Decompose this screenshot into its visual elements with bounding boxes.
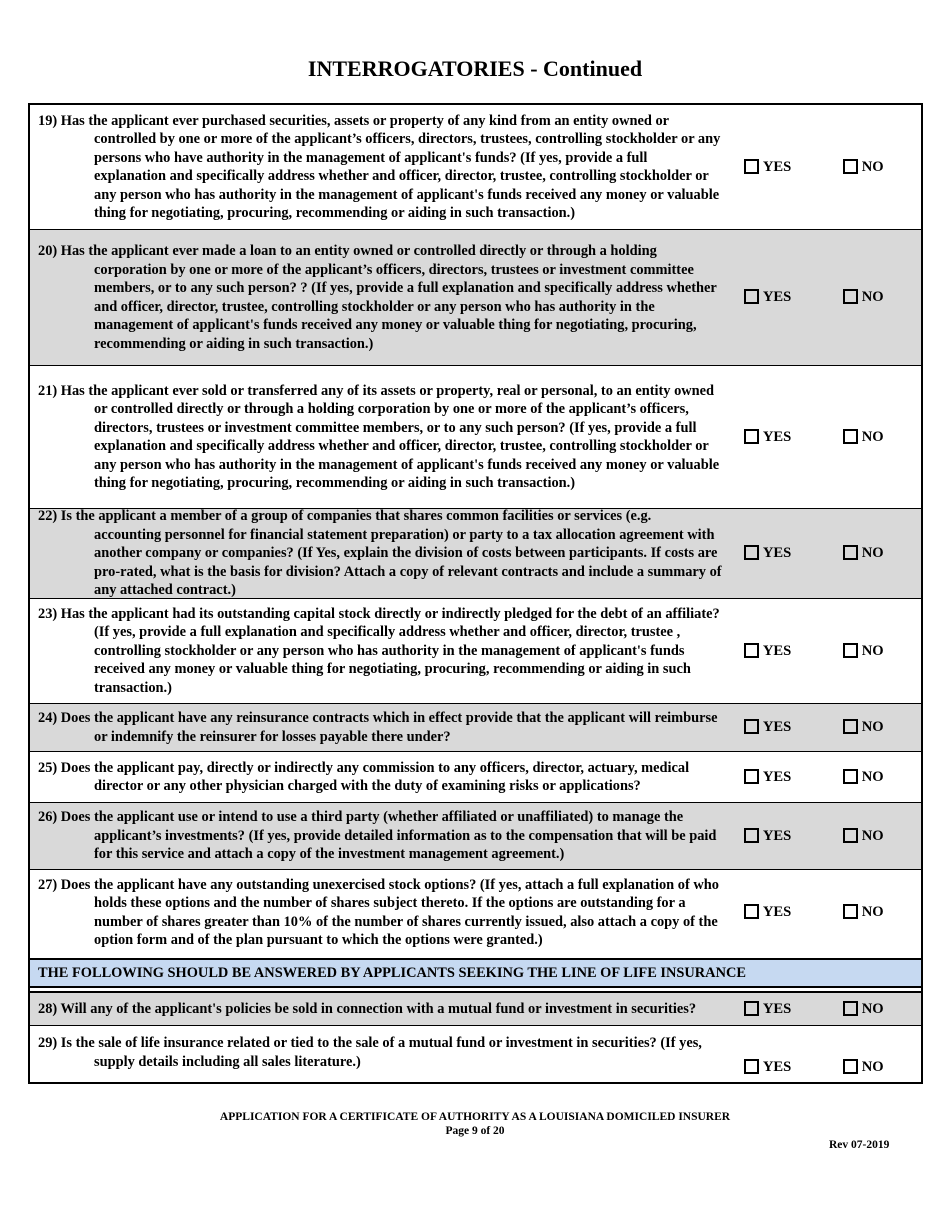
yes-option-23[interactable]: YES [728, 599, 833, 703]
yes-option-22[interactable]: YES [728, 509, 833, 598]
no-option-27[interactable]: NO [833, 870, 921, 955]
question-text-19: 19) Has the applicant ever purchased securities, assets or property of any kind from an entity owned or controlled by one or more of the applicant’s officers, directors, trustees, controlling stockholder or any persons who have authority in the management of applicant's funds? (If yes, provide a full explanation and specifically address whether and officer, director, trustee, controlling stockholder or any person who has authority in the management of applicant's funds received any money or valuable thing for negotiating, procuring, recommending or aiding in such transaction.) [38, 112, 721, 221]
question-row-24 [30, 704, 921, 752]
no-option-21[interactable]: NO [833, 366, 921, 508]
question-text-23: 23) Has the applicant had its outstanding capital stock directly or indirectly pledged for the debt of an affiliate? (If yes, provide a full explanation and specifically address whether and officer, director, trustee , controlling stockholder or any person who has authority in the management of applicant's funds received any money or valuable thing for negotiating, procuring, recommending or aiding in such transaction.) [38, 605, 720, 696]
life-insurance-section-header: THE FOLLOWING SHOULD BE ANSWERED BY APPLICANTS SEEKING THE LINE OF LIFE INSURANCE [30, 958, 921, 988]
yes-checkbox-26[interactable] [744, 828, 759, 843]
no-checkbox-26[interactable] [843, 828, 858, 843]
question-text-29: 29) Is the sale of life insurance related or tied to the sale of a mutual fund or investment in securities? (If yes, supply details including all sales literature.) [38, 1035, 702, 1070]
question-row-29 [30, 1026, 921, 1082]
question-row-20 [30, 230, 921, 366]
question-text-26: 26) Does the applicant use or intend to use a third party (whether affiliated or unaffiliated) to manage the applicant’s investments? (If yes, provide detailed information as to the compensation that will be paid for this service and attach a copy of the investment management agreement.) [38, 809, 717, 863]
yes-option-28[interactable]: YES [728, 993, 833, 1025]
question-text-25: 25) Does the applicant pay, directly or indirectly any commission to any officers, director, actuary, medical director or any other physician charged with the duty of examining risks or applications? [38, 759, 690, 794]
question-text-22: 22) Is the applicant a member of a group of companies that shares common facilities or services (e.g. accounting personnel for financial statement preparation) or party to a tax allocation agreement with another company or companies? (If Yes, explain the division of costs between participants. If costs are pro-rated, what is the basis for division? Attach a copy of relevant contracts and include a summary of any attached contract.) [38, 508, 722, 599]
no-checkbox-19[interactable] [843, 159, 858, 174]
no-option-29[interactable]: NO [833, 1052, 921, 1082]
yes-option-25[interactable]: YES [728, 752, 833, 802]
yes-checkbox-21[interactable] [744, 429, 759, 444]
question-row-25 [30, 752, 921, 803]
no-option-19[interactable]: NO [833, 105, 921, 229]
yes-option-19[interactable]: YES [728, 105, 833, 229]
footer-page-number: Page 9 of 20 [445, 1125, 505, 1137]
no-option-25[interactable]: NO [833, 752, 921, 802]
yes-option-29[interactable]: YES [728, 1052, 833, 1082]
revision-label: Rev 07-2019 [829, 1139, 890, 1151]
yes-option-26[interactable]: YES [728, 803, 833, 869]
question-row-22 [30, 509, 921, 599]
question-text-28: 28) Will any of the applicant's policies be sold in connection with a mutual fund or investment in securities? [38, 1000, 697, 1017]
no-option-20[interactable]: NO [833, 230, 921, 365]
question-row-19 [30, 105, 921, 230]
no-checkbox-21[interactable] [843, 429, 858, 444]
question-row-26 [30, 803, 921, 870]
question-text-24: 24) Does the applicant have any reinsurance contracts which in effect provide that the applicant will reimburse or indemnify the reinsurer for losses payable there under? [38, 710, 718, 745]
yes-checkbox-27[interactable] [744, 904, 759, 919]
no-checkbox-29[interactable] [843, 1059, 858, 1074]
yes-option-20[interactable]: YES [728, 230, 833, 365]
no-option-22[interactable]: NO [833, 509, 921, 598]
no-option-24[interactable]: NO [833, 704, 921, 751]
no-checkbox-20[interactable] [843, 289, 858, 304]
question-row-23 [30, 599, 921, 704]
no-checkbox-24[interactable] [843, 719, 858, 734]
no-checkbox-27[interactable] [843, 904, 858, 919]
yes-checkbox-23[interactable] [744, 643, 759, 658]
question-text-27: 27) Does the applicant have any outstanding unexercised stock options? (If yes, attach a full explanation of who holds these options and the number of shares subject thereto. If the options are outstanding for a number of shares greater than 10% of the number of shares currently issued, also attach a copy of the option form and of the plan pursuant to which the options were granted.) [38, 876, 719, 948]
yes-checkbox-28[interactable] [744, 1001, 759, 1016]
question-row-28 [30, 991, 921, 1026]
yes-checkbox-22[interactable] [744, 545, 759, 560]
no-checkbox-22[interactable] [843, 545, 858, 560]
no-option-28[interactable]: NO [833, 993, 921, 1025]
yes-checkbox-19[interactable] [744, 159, 759, 174]
page-footer [0, 1110, 950, 1138]
no-checkbox-28[interactable] [843, 1001, 858, 1016]
no-option-26[interactable]: NO [833, 803, 921, 869]
page-title: INTERROGATORIES - Continued [307, 56, 643, 81]
footer-application-title: APPLICATION FOR A CERTIFICATE OF AUTHORITY AS A LOUISIANA DOMICILED INSURER [219, 1111, 731, 1123]
question-text-20: 20) Has the applicant ever made a loan to an entity owned or controlled directly or through a holding corporation by one or more of the applicant’s officers, directors, trustees or investment committee members, or to any such person? ? (If yes, provide a full explanation and specifically address whether and officer, director, trustee, controlling stockholder or any person who has authority in the management of applicant's funds received any money or valuable thing for negotiating, procuring, recommending or aiding in such transaction.) [38, 243, 717, 352]
yes-checkbox-25[interactable] [744, 769, 759, 784]
question-text-21: 21) Has the applicant ever sold or transferred any of its assets or property, real or personal, to an entity owned or controlled directly or through a holding corporation by one or more of the applicant’s officers, directors, trustees or investment committee members, or to any such person? (If yes, provide a full explanation and specifically address whether and officer, director, trustee, controlling stockholder or any person who has authority in the management of applicant's funds received any money or valuable thing for negotiating, procuring, recommending or aiding in such transaction.) [38, 382, 720, 491]
yes-checkbox-24[interactable] [744, 719, 759, 734]
yes-checkbox-29[interactable] [744, 1059, 759, 1074]
yes-option-27[interactable]: YES [728, 870, 833, 955]
no-checkbox-23[interactable] [843, 643, 858, 658]
yes-checkbox-20[interactable] [744, 289, 759, 304]
yes-option-24[interactable]: YES [728, 704, 833, 751]
yes-option-21[interactable]: YES [728, 366, 833, 508]
question-row-21 [30, 366, 921, 509]
interrogatories-table [28, 103, 923, 1084]
no-checkbox-25[interactable] [843, 769, 858, 784]
question-row-27 [30, 870, 921, 955]
no-option-23[interactable]: NO [833, 599, 921, 703]
